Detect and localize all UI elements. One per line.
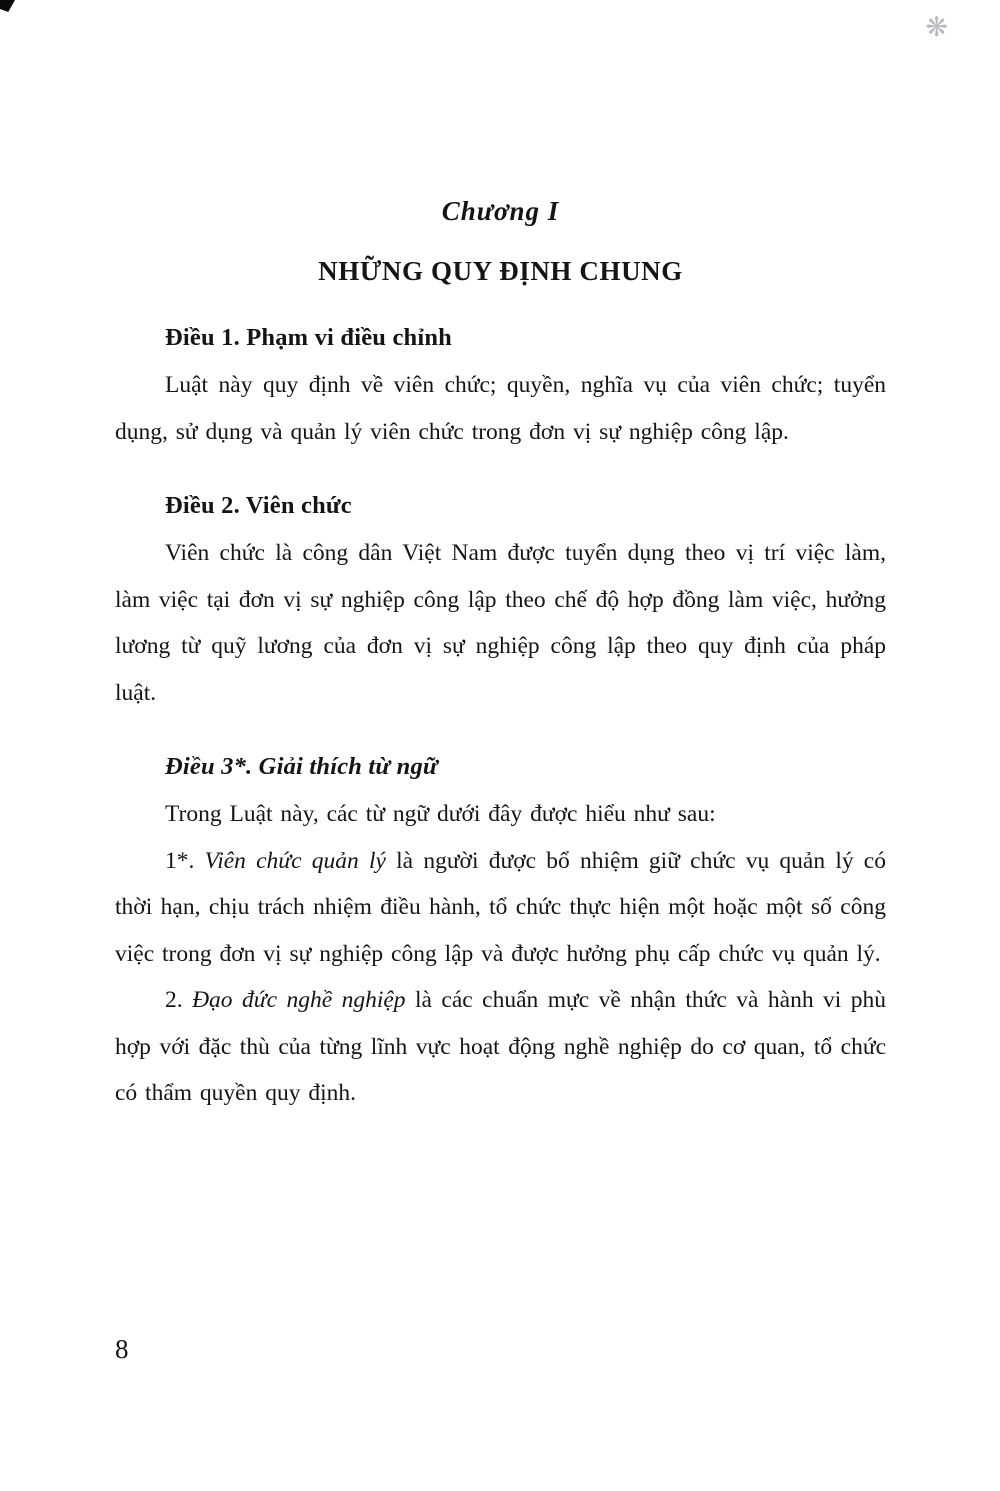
clause-1-term: Viên chức quản lý bbox=[204, 847, 386, 874]
clause-2-text: là các chuẩn mực về nhận thức và hành vi phù hợp với đặc thù của từng lĩnh vực hoạt động nghề nghiệp do cơ quan, tổ chức có thẩm quyền quy định. bbox=[115, 987, 887, 1106]
chapter-title: NHỮNG QUY ĐỊNH CHUNG bbox=[318, 256, 683, 286]
article-2-body: Viên chức là công dân Việt Nam được tuyển dụng theo vị trí việc làm, làm việc tại đơn vị sự nghiệp công lập theo chế độ hợp đồng làm việc, hưởng lương từ quỹ lương của đơn vị sự nghiệp công lập theo quy định của pháp luật. bbox=[115, 540, 886, 706]
page-number: 8 bbox=[115, 1334, 129, 1364]
article-3-intro: Trong Luật này, các từ ngữ dưới đây được hiểu như sau: bbox=[165, 801, 716, 827]
clause-2-term: Đạo đức nghề nghiệp bbox=[192, 987, 406, 1013]
article-3-clause-1 bbox=[115, 838, 886, 978]
page-content bbox=[115, 196, 886, 1117]
article-1-heading: Điều 1. Phạm vi điều chỉnh bbox=[165, 324, 452, 351]
flower-icon: ❋ bbox=[925, 12, 948, 43]
article-1-body: Luật này quy định về viên chức; quyền, nghĩa vụ của viên chức; tuyển dụng, sử dụng và quản lý viên chức trong đơn vị sự nghiệp công lập. bbox=[115, 372, 886, 445]
corner-mark bbox=[0, 0, 15, 12]
chapter-label: Chương I bbox=[441, 196, 560, 226]
article-2-heading: Điều 2. Viên chức bbox=[165, 492, 352, 519]
clause-1-number: 1*. bbox=[165, 847, 205, 874]
article-3-clause-2 bbox=[115, 977, 886, 1117]
clause-1-text: là người được bổ nhiệm giữ chức vụ quản lý có thời hạn, chịu trách nhiệm điều hành, tổ chức thực hiện một hoặc một số công việc trong đơn vị sự nghiệp công lập và được hưởng phụ cấp chức vụ quản lý. bbox=[115, 847, 886, 967]
clause-2-number: 2. bbox=[165, 987, 193, 1013]
article-3-heading: Điều 3*. Giải thích từ ngữ bbox=[165, 753, 438, 780]
